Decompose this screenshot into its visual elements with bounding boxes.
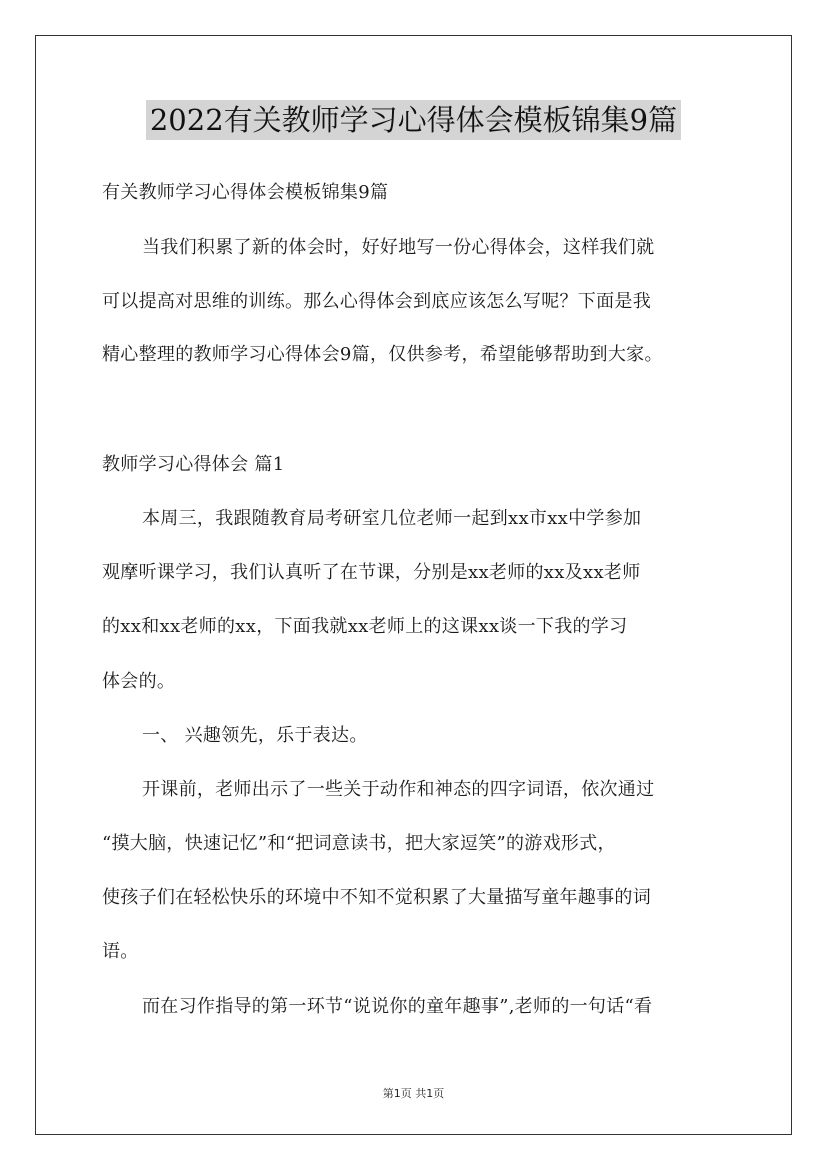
document-title: 2022有关教师学习心得体会模板锦集9篇 xyxy=(146,100,681,140)
paragraph-line: “摸大脑，快速记忆”和“把词意读书，把大家逗笑”的游戏形式， xyxy=(102,833,616,854)
list-heading: 一、 兴趣领先，乐于表达。 xyxy=(142,725,368,746)
paragraph-line: 可以提高对思维的训练。那么心得体会到底应该怎么写呢？下面是我 xyxy=(102,291,651,312)
paragraph-line: 本周三，我跟随教育局考研室几位老师一起到xx市xx中学参加 xyxy=(142,508,642,529)
paragraph-line: 语。 xyxy=(102,941,139,962)
paragraph-line: 精心整理的教师学习心得体会9篇，仅供参考，希望能够帮助到大家。 xyxy=(102,344,663,365)
paragraph-line: 观摩听课学习，我们认真听了在节课，分别是xx老师的xx及xx老师 xyxy=(102,562,641,583)
subtitle-line: 有关教师学习心得体会模板锦集9篇 xyxy=(102,182,389,203)
title-container xyxy=(0,100,827,140)
paragraph-line: 体会的。 xyxy=(102,671,176,692)
paragraph-line: 开课前，老师出示了一些关于动作和神态的四字词语，依次通过 xyxy=(142,779,655,800)
paragraph-line: 而在习作指导的第一环节“说说你的童年趣事”,老师的一句话“看 xyxy=(142,996,653,1017)
paragraph-line: 的xx和xx老师的xx，下面我就xx老师上的这课xx谈一下我的学习 xyxy=(102,616,628,637)
page-footer: 第1页 共1页 xyxy=(382,1087,445,1100)
paragraph-line: 当我们积累了新的体会时，好好地写一份心得体会，这样我们就 xyxy=(142,237,655,258)
paragraph-line: 使孩子们在轻松快乐的环境中不知不觉积累了大量描写童年趣事的词 xyxy=(102,887,651,908)
section-heading: 教师学习心得体会 篇1 xyxy=(102,454,285,475)
